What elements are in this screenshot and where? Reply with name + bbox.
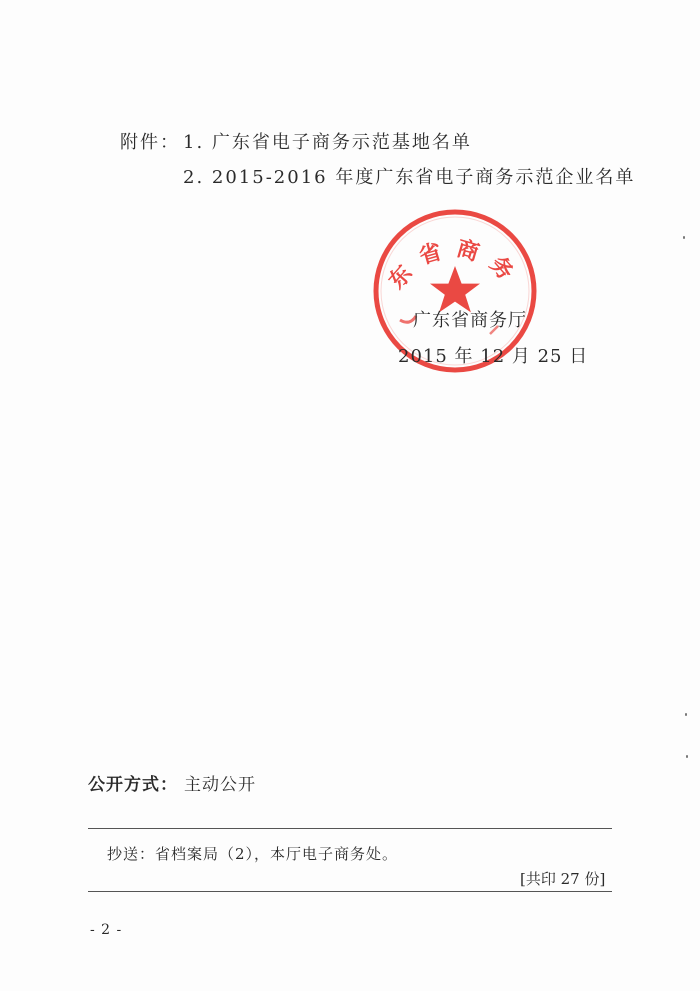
scan-speck bbox=[685, 713, 687, 716]
page-number: - 2 - bbox=[90, 922, 123, 938]
disclosure-label: 公开方式： bbox=[88, 775, 178, 795]
copies-count: [共印 27 份] bbox=[520, 870, 606, 888]
scan-speck bbox=[686, 755, 688, 758]
issuer-name: 广东省商务厅 bbox=[413, 310, 527, 331]
attachment-item-2: 2. 2015-2016 年度广东省电子商务示范企业名单 bbox=[183, 167, 636, 188]
cc-bottom-rule bbox=[88, 891, 612, 892]
disclosure-value: 主动公开 bbox=[184, 775, 256, 795]
attachment-item-1: 1. 广东省电子商务示范基地名单 bbox=[183, 132, 472, 153]
cc-top-rule bbox=[88, 828, 612, 829]
issue-date: 2015 年 12 月 25 日 bbox=[398, 346, 589, 367]
seal-text-path: 东省商务 bbox=[383, 235, 527, 295]
scan-speck bbox=[683, 236, 685, 239]
disclosure-line bbox=[88, 770, 256, 795]
cc-line: 抄送：省档案局（2），本厅电子商务处。 bbox=[107, 845, 399, 863]
attachment-label: 附件： bbox=[120, 132, 180, 153]
